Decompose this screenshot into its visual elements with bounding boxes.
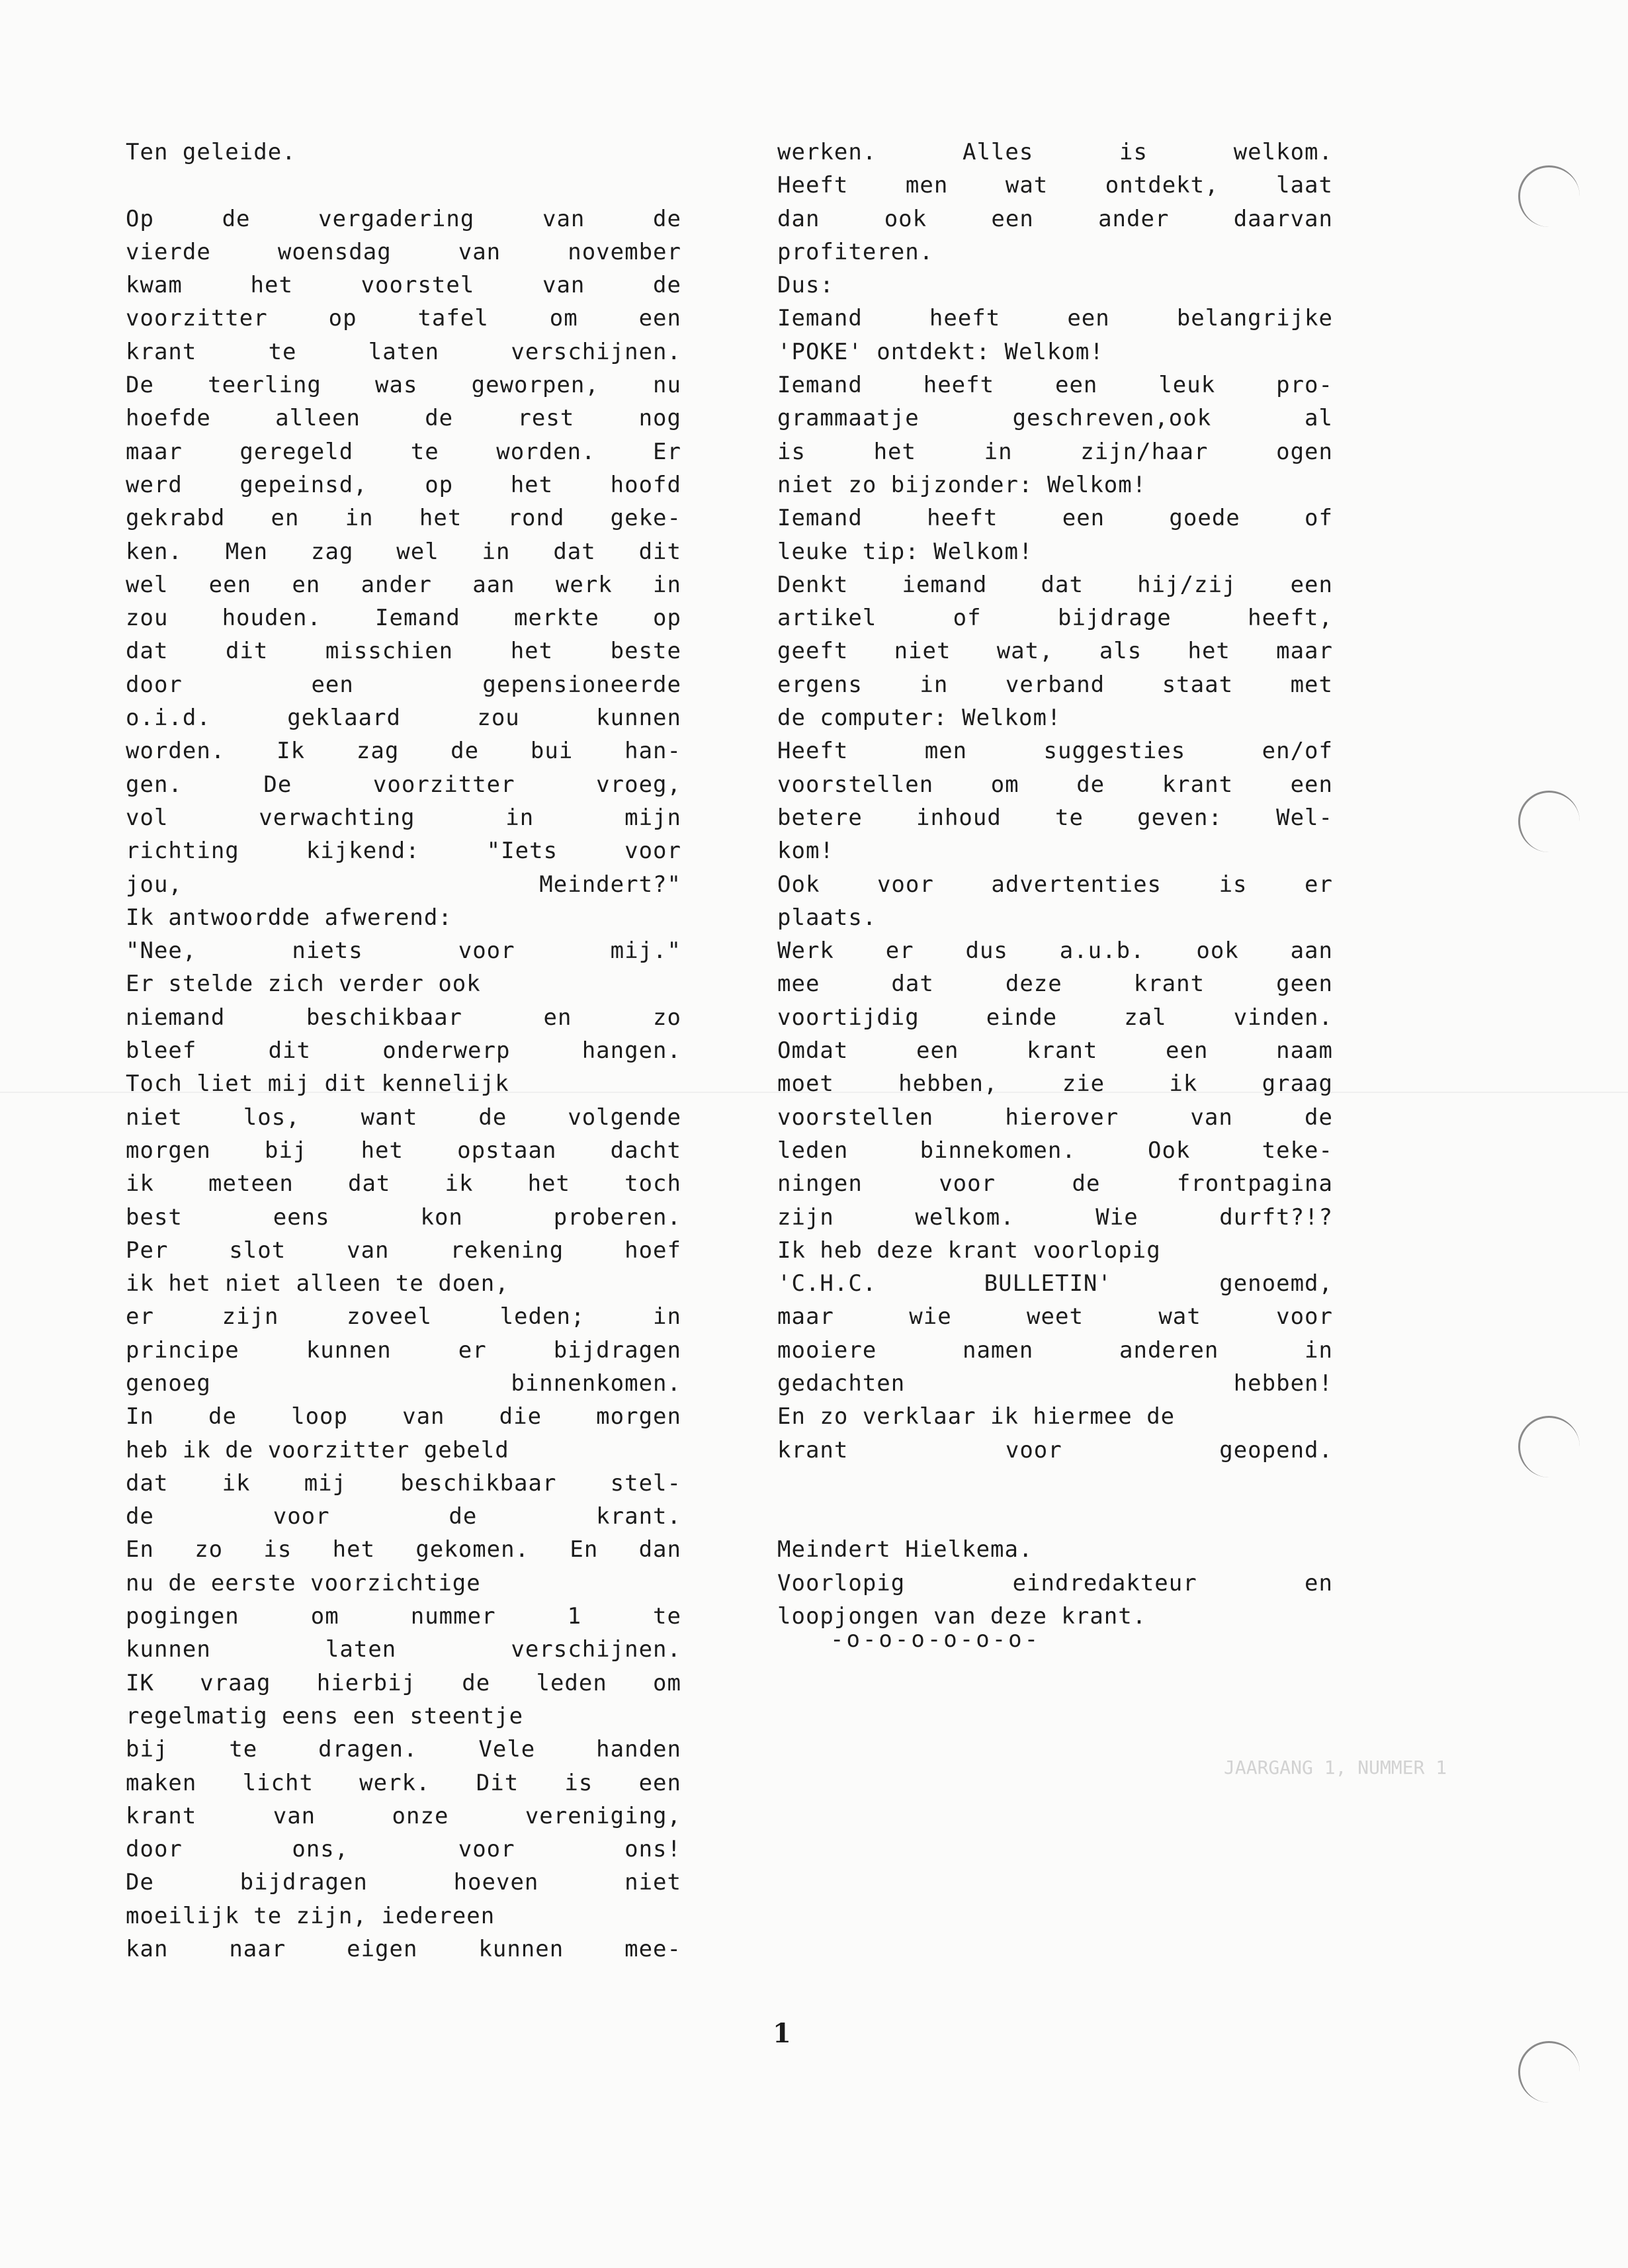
text-line: Iemand heeft een goede of (777, 505, 1333, 532)
paragraph-gap (126, 169, 681, 202)
text-line: maken licht werk. Dit is een (126, 1769, 681, 1796)
signature-name: Meindert Hielkema. (777, 1536, 1033, 1563)
text-line: kwam het voorstel van de (126, 272, 681, 299)
text-line: Iemand heeft een belangrijke (777, 305, 1333, 332)
text-line: voortijdig einde zal vinden. (777, 1004, 1333, 1031)
text-line: leden binnekomen. Ook teke- (777, 1137, 1333, 1164)
text-line: ken. Men zag wel in dat dit (126, 538, 681, 565)
text-line: kan naar eigen kunnen mee- (126, 1936, 681, 1963)
text-line: voorzitter op tafel om een (126, 305, 681, 332)
text-line: krant van onze vereniging, (126, 1802, 681, 1829)
text-line: dat dit misschien het beste (126, 638, 681, 665)
text-line: Ik antwoordde afwerend: (126, 904, 452, 931)
text-line: genoeg binnenkomen. (126, 1370, 681, 1397)
text-line (777, 1467, 1333, 1500)
punch-hole (1518, 165, 1580, 227)
text-line: gedachten hebben! (777, 1370, 1333, 1397)
right-column (777, 136, 1333, 1633)
heading: Ten geleide. (126, 139, 296, 165)
punch-hole (1518, 791, 1580, 852)
text-line: niet los, want de volgende (126, 1104, 681, 1131)
text-line: principe kunnen er bijdragen (126, 1336, 681, 1364)
text-line (126, 1999, 681, 2032)
signature-role: Voorlopig eindredakteur en (777, 1569, 1333, 1596)
text-line: krant voor geopend. (777, 1436, 1333, 1463)
text-line: bij te dragen. Vele handen (126, 1736, 681, 1763)
text-line: betere inhoud te geven: Wel- (777, 804, 1333, 831)
text-line: 'C.H.C. BULLETIN' genoemd, (777, 1270, 1333, 1297)
punch-hole (1518, 2041, 1580, 2103)
text-line: dan ook een ander daarvan (777, 205, 1333, 232)
text-line: gen. De voorzitter vroeg, (126, 771, 681, 798)
text-line: pogingen om nummer 1 te (126, 1603, 681, 1630)
text-line: Denkt iemand dat hij/zij een (777, 571, 1333, 598)
text-line: mooiere namen anderen in (777, 1336, 1333, 1364)
text-line: mee dat deze krant geen (777, 971, 1333, 998)
text-line: voorstellen om de krant een (777, 771, 1333, 798)
text-line: o.i.d. geklaard zou kunnen (126, 705, 681, 732)
separator-line: -o-o-o-o-o-o- (830, 1626, 1041, 1653)
text-line: Er stelde zich verder ook (126, 971, 481, 998)
text-line: niemand beschikbaar en zo (126, 1004, 681, 1031)
text-line: grammaatje geschreven,ook al (777, 405, 1333, 432)
text-line: door ons, voor ons! (126, 1836, 681, 1863)
text-line: best eens kon proberen. (126, 1203, 681, 1231)
text-line: er zijn zoveel leden; in (126, 1303, 681, 1330)
text-line: moeilijk te zijn, iedereen (126, 1902, 495, 1929)
text-line: dat ik mij beschikbaar stel- (126, 1469, 681, 1497)
text-line: Ook voor advertenties is er (777, 871, 1333, 898)
text-line: zou houden. Iemand merkte op (126, 605, 681, 632)
text-line: Heeft men suggesties en/of (777, 738, 1333, 765)
text-line: Dus: (777, 272, 834, 299)
text-line: 'POKE' ontdekt: Welkom! (777, 338, 1104, 365)
text-line: wel een en ander aan werk in (126, 571, 681, 598)
text-line: de computer: Welkom! (777, 705, 1062, 732)
text-line: De bijdragen hoeven niet (126, 1869, 681, 1896)
text-line: niet zo bijzonder: Welkom! (777, 471, 1147, 498)
punch-hole (1518, 1416, 1580, 1477)
text-line: werd gepeinsd, op het hoofd (126, 471, 681, 498)
text-line: leuke tip: Welkom! (777, 538, 1033, 565)
text-line: krant te laten verschijnen. (126, 338, 681, 365)
left-column (126, 136, 681, 2032)
text-line: ergens in verband staat met (777, 671, 1333, 698)
text-line: maar wie weet wat voor (777, 1303, 1333, 1330)
bleed-through-text: JAARGANG 1, NUMMER 1 (1224, 1757, 1447, 1778)
text-line: vierde woensdag van november (126, 238, 681, 265)
text-line: de voor de krant. (126, 1503, 681, 1530)
text-line: artikel of bijdrage heeft, (777, 605, 1333, 632)
text-line: werken. Alles is welkom. (777, 139, 1333, 165)
text-line: ik het niet alleen te doen, (126, 1270, 509, 1297)
text-line: is het in zijn/haar ogen (777, 438, 1333, 465)
text-line: ningen voor de frontpagina (777, 1170, 1333, 1198)
text-line: maar geregeld te worden. Er (126, 438, 681, 465)
text-line: Werk er dus a.u.b. ook aan (777, 938, 1333, 965)
text-line: IK vraag hierbij de leden om (126, 1669, 681, 1696)
text-line: nu de eerste voorzichtige (126, 1569, 481, 1596)
text-line: kunnen laten verschijnen. (126, 1636, 681, 1663)
signature-role: loopjongen van deze krant. (777, 1603, 1147, 1630)
text-line: profiteren. (777, 238, 934, 265)
text-line: geeft niet wat, als het maar (777, 638, 1333, 665)
text-line: Iemand heeft een leuk pro- (777, 372, 1333, 399)
text-line: Per slot van rekening hoef (126, 1237, 681, 1264)
text-line: worden. Ik zag de bui han- (126, 738, 681, 765)
text-line: richting kijkend: "Iets voor (126, 838, 681, 865)
text-line: voorstellen hierover van de (777, 1104, 1333, 1131)
text-line: jou, Meindert?" (126, 871, 681, 898)
text-line: "Nee, niets voor mij." (126, 938, 681, 965)
text-line: door een gepensioneerde (126, 671, 681, 698)
text-line: Heeft men wat ontdekt, laat (777, 172, 1333, 199)
text-line: kom! (777, 838, 834, 865)
text-line: bleef dit onderwerp hangen. (126, 1037, 681, 1065)
text-line: En zo is het gekomen. En dan (126, 1536, 681, 1563)
text-line: regelmatig eens een steentje (126, 1702, 524, 1729)
text-line: vol verwachting in mijn (126, 804, 681, 831)
text-line: gekrabd en in het rond geke- (126, 505, 681, 532)
text-line: Op de vergadering van de (126, 205, 681, 232)
text-line: Toch liet mij dit kennelijk (126, 1070, 509, 1098)
text-line: In de loop van die morgen (126, 1403, 681, 1430)
text-line: zijn welkom. Wie durft?!? (777, 1203, 1333, 1231)
text-line: Ik heb deze krant voorlopig (777, 1237, 1161, 1264)
text-line: Omdat een krant een naam (777, 1037, 1333, 1065)
text-line: morgen bij het opstaan dacht (126, 1137, 681, 1164)
text-line: ik meteen dat ik het toch (126, 1170, 681, 1198)
text-line: plaats. (777, 904, 877, 931)
text-line: moet hebben, zie ik graag (777, 1070, 1333, 1098)
paragraph-gap (777, 1500, 1333, 1533)
page-number: 1 (773, 2018, 791, 2049)
text-line (126, 1966, 681, 1999)
text-line: hoefde alleen de rest nog (126, 405, 681, 432)
text-line: En zo verklaar ik hiermee de (777, 1403, 1176, 1430)
text-line: De teerling was geworpen, nu (126, 372, 681, 399)
text-line: heb ik de voorzitter gebeld (126, 1436, 509, 1463)
